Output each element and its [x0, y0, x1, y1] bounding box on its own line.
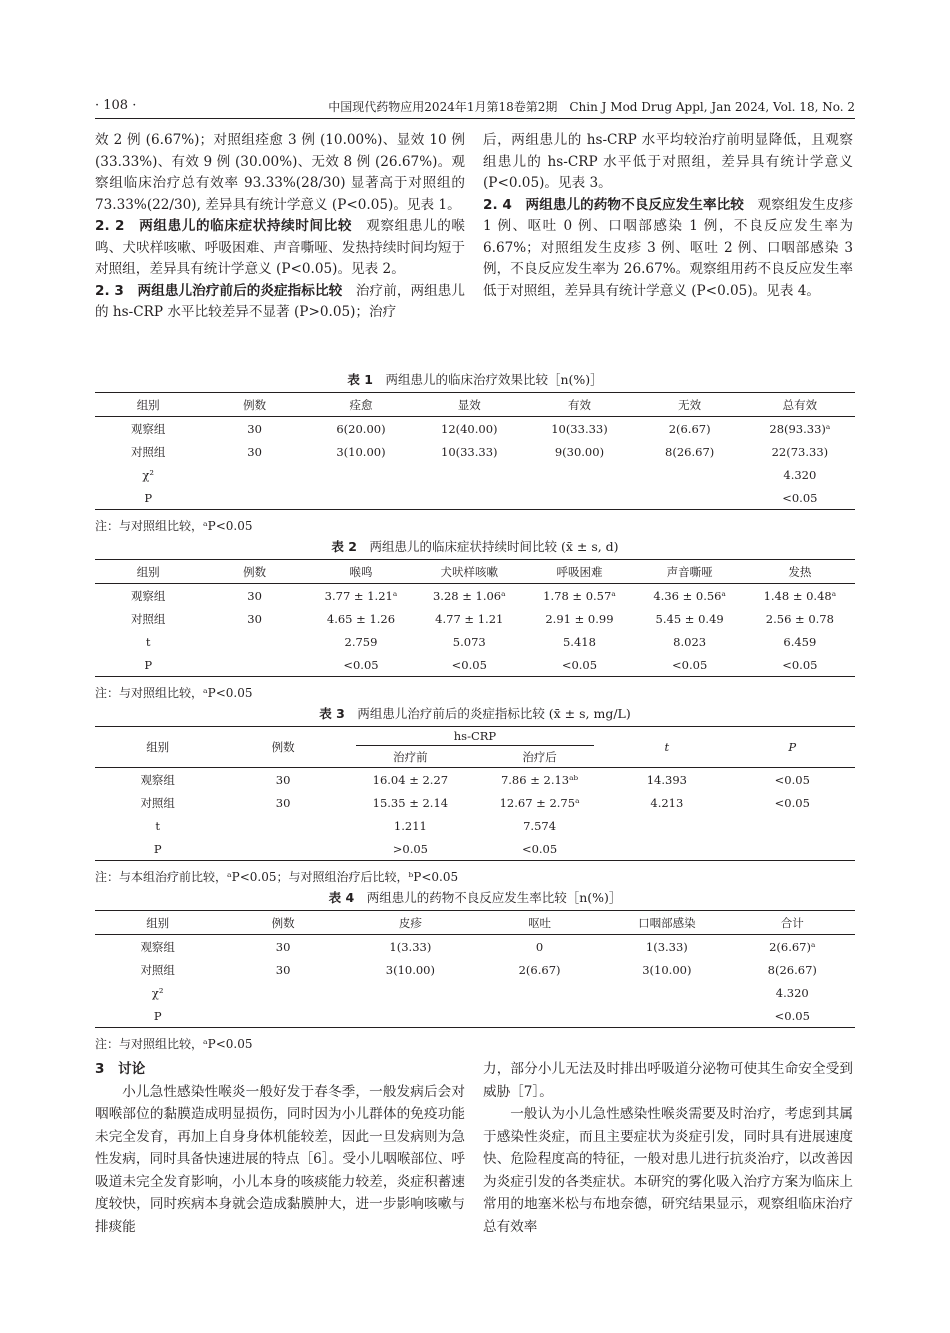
discussion-paragraph: 一般认为小儿急性感染性喉炎需要及时治疗，考虑到其属于感染性炎症，而且主要症状为炎症引发，同时具有进展速度快、危险程度高的特征，一般对患儿进行抗炎治疗，以改善因为炎症引发的各类症状。本研究的雾化吸入治疗方案为临床上常用的地塞米松与布地奈德，研究结果显示，观察组临床治疗总有效率 — [483, 1106, 853, 1235]
table-header-row — [95, 727, 855, 748]
cell: 5.418 — [562, 634, 596, 649]
cell — [635, 463, 745, 486]
cell: 对照组 — [140, 962, 175, 977]
table-header-row — [95, 560, 855, 584]
results-paragraph: 后，两组患儿的 hs-CRP 水平均较治疗前明显降低，且观察组患儿的 hs-CRP 水平低于对照组，差异具有统计学意义 (P<0.05)。见表 3。 — [483, 132, 853, 191]
cell: 2.91 ± 0.99 — [545, 611, 614, 626]
cell: <0.05 — [774, 772, 810, 787]
header-cell: 组别 — [95, 727, 220, 768]
cell: <0.05 — [774, 1008, 810, 1023]
cell: <0.05 — [561, 657, 598, 672]
table-header-row — [95, 911, 855, 935]
cell: 2(6.67)ᵃ — [769, 939, 816, 954]
cell — [414, 486, 524, 510]
discussion-right — [483, 1058, 853, 1238]
header-cell: 总有效 — [745, 393, 855, 417]
cell: >0.05 — [392, 841, 428, 856]
section-heading: 2. 3 两组患儿治疗前后的炎症指标比较 — [95, 282, 343, 299]
cell: 6(20.00) — [336, 421, 386, 436]
table-row — [95, 981, 855, 1004]
table-row — [95, 653, 855, 677]
cell: 10(33.33) — [551, 421, 608, 436]
header-cell: 犬吠样咳嗽 — [414, 560, 524, 584]
table-row — [95, 630, 855, 653]
table-row — [95, 935, 855, 959]
section-text: 观察组发生皮疹 1 例、呕吐 0 例、口咽部感染 1 例，不良反应发生率为 6.67%；对照组发生皮疹 3 例、呕吐 2 例、口咽部感染 3 例，不良反应发生率为 26.67%。观察组用药不良反应发生率低于对照组，差异具有统计学意义 (P<0.05)。见表 4。 — [483, 196, 854, 299]
header-cell: 皮疹 — [346, 911, 475, 935]
header-cell: 发热 — [745, 560, 855, 584]
cell: 8(26.67) — [767, 962, 817, 977]
cell: 30 — [247, 611, 262, 626]
header-cell: 声音嘶哑 — [635, 560, 745, 584]
cell: 4.320 — [775, 985, 809, 1000]
cell — [475, 981, 604, 1004]
cell: 30 — [275, 795, 291, 810]
cell: 1.78 ± 0.57ᵃ — [543, 588, 616, 603]
discussion-left — [95, 1058, 465, 1238]
table-row — [95, 1004, 855, 1028]
cell: <0.05 — [782, 490, 818, 505]
cell: t — [155, 818, 160, 833]
header-cell: 呕吐 — [475, 911, 604, 935]
cell — [201, 630, 307, 653]
cell — [346, 1004, 475, 1028]
cell: <0.05 — [782, 657, 818, 672]
cell: 7.86 ± 2.13ᵃᵇ — [500, 772, 579, 787]
cell: 5.45 ± 0.49 — [655, 611, 724, 626]
cell: 3.28 ± 1.06ᵃ — [432, 588, 506, 603]
cell: <0.05 — [672, 657, 708, 672]
cell: 3(10.00) — [642, 962, 692, 977]
cell: 30 — [275, 939, 291, 954]
cell: 30 — [275, 772, 291, 787]
table-row — [95, 791, 855, 814]
cell: 30 — [247, 444, 262, 459]
cell — [604, 837, 729, 861]
cell: 5.073 — [452, 634, 486, 649]
table-2-note: 注：与对照组比较，ᵃP<0.05 — [95, 686, 253, 700]
section-heading: 3 讨论 — [95, 1061, 146, 1077]
cell — [730, 814, 855, 837]
cell: 8(26.67) — [665, 444, 715, 459]
cell: 3(10.00) — [336, 444, 386, 459]
cell: <0.05 — [343, 657, 379, 672]
cell — [346, 981, 475, 1004]
header-cell: 组别 — [95, 393, 201, 417]
journal-info: 中国现代药物应用2024年1月第18卷第2期 Chin J Mod Drug Appl, Jan 2024, Vol. 18, No. 2 — [328, 100, 855, 114]
header-cell: 治疗后 — [475, 747, 604, 768]
cell: 2(6.67) — [668, 421, 711, 436]
cell: 4.320 — [783, 467, 817, 482]
header-cell: 例数 — [220, 911, 345, 935]
table-1-note: 注：与对照组比较，ᵃP<0.05 — [95, 519, 253, 533]
cell: 1.211 — [393, 818, 427, 833]
table-3-note: 注：与本组治疗前比较，ᵃP<0.05；与对照组治疗后比较，ᵇP<0.05 — [95, 870, 459, 884]
section-text: 治疗前，两组患儿的 hs-CRP 水平比较差异不显著 (P>0.05)；治疗 — [95, 282, 466, 320]
table-label: 表 2 — [331, 539, 357, 554]
header-cell: 喉鸣 — [308, 560, 414, 584]
header-cell: t — [604, 727, 729, 768]
cell: P — [153, 841, 162, 856]
cell — [220, 837, 345, 861]
cell: 3(10.00) — [385, 962, 435, 977]
cell — [201, 463, 307, 486]
cell: 16.04 ± 2.27 — [372, 772, 449, 787]
cell — [220, 814, 345, 837]
cell: 12(40.00) — [441, 421, 498, 436]
cell: 观察组 — [130, 421, 166, 436]
cell — [604, 814, 729, 837]
cell: 对照组 — [130, 444, 166, 459]
section-2-4 — [483, 195, 853, 303]
table-3-caption — [95, 704, 855, 722]
cell: t — [145, 634, 151, 649]
cell: 0 — [535, 939, 544, 954]
cell — [220, 981, 345, 1004]
cell: 30 — [275, 962, 291, 977]
discussion-paragraph: 小儿急性感染性喉炎一般好发于春冬季，一般发病后会对咽喉部位的黏膜造成明显损伤，同时因为小儿群体的免疫功能未完全发育，再加上自身身体机能较差，因此一旦发病则为急性发病，同时具备快速进展的特点［6］。受小儿咽喉部位、呼吸道未完全发育影响，小儿本身的咳痰能力较差，炎症积蓄速度较快，同时疾病本身就会造成黏膜肿大，进一步影响咳嗽与排痰能 — [95, 1083, 465, 1235]
cell: P — [153, 1008, 162, 1023]
header-cell: 合计 — [730, 911, 855, 935]
cell: <0.05 — [521, 841, 558, 856]
tables-area — [95, 370, 855, 1055]
table-row — [95, 417, 855, 441]
cell: 4.36 ± 0.56ᵃ — [653, 588, 726, 603]
table-row — [95, 768, 855, 792]
cell: 9(30.00) — [554, 444, 605, 459]
cell: 30 — [247, 421, 262, 436]
cell: 对照组 — [140, 795, 175, 810]
cell: 2.56 ± 0.78 — [765, 611, 834, 626]
cell: 4.65 ± 1.26 — [326, 611, 396, 626]
table-4-note: 注：与对照组比较，ᵃP<0.05 — [95, 1037, 253, 1051]
table-1 — [95, 392, 855, 510]
table-row — [95, 837, 855, 861]
cell: 4.77 ± 1.21 — [435, 611, 504, 626]
table-3 — [95, 726, 855, 861]
table-row — [95, 584, 855, 608]
header-cell: P — [730, 727, 855, 768]
table-row — [95, 814, 855, 837]
table-4-caption — [95, 888, 855, 906]
cell — [308, 486, 414, 510]
cell: 对照组 — [130, 611, 166, 626]
cell: 12.67 ± 2.75ᵃ — [499, 795, 580, 810]
table-1-caption — [95, 370, 855, 388]
results-paragraph: 效 2 例 (6.67%)；对照组痊愈 3 例 (10.00%)、显效 10 例 (33.33%)、有效 9 例 (30.00%)、无效 8 例 (26.67%)。观察组临床治疗总有效率 93.33%(28/30) 显著高于对照组的 73.33%(22/30), 差异具有统计学意义 (P<0.05)。见表 1。 — [95, 132, 465, 213]
header-cell — [346, 727, 604, 748]
header-cell: 口咽部感染 — [604, 911, 729, 935]
header-cell: 例数 — [201, 393, 307, 417]
cell: 14.393 — [646, 772, 687, 787]
cell: P — [144, 490, 153, 505]
section-text: 观察组患儿的喉鸣、犬吠样咳嗽、呼吸困难、声音嘶哑、发热持续时间均短于对照组，差异具有统计学意义 (P<0.05)。见表 2。 — [95, 218, 466, 277]
cell — [635, 486, 745, 510]
cell: 1(3.33) — [389, 939, 432, 954]
cell: 观察组 — [130, 588, 166, 603]
right-column — [483, 130, 853, 302]
cell: χ² — [151, 985, 164, 1000]
cell: 3.77 ± 1.21ᵃ — [324, 588, 398, 603]
cell — [730, 837, 855, 861]
cell: 8.023 — [673, 634, 707, 649]
table-label: 表 3 — [319, 706, 345, 721]
cell: 观察组 — [140, 772, 175, 787]
table-title: 两组患儿治疗前后的炎症指标比较 (x̄ ± s, mg/L) — [357, 706, 631, 721]
cell: 28(93.33)ᵃ — [769, 421, 831, 436]
cell: 1(3.33) — [645, 939, 688, 954]
cell: <0.05 — [451, 657, 487, 672]
cell: 观察组 — [140, 939, 175, 954]
cell — [201, 653, 307, 677]
cell — [308, 463, 414, 486]
cell: 2.759 — [344, 634, 378, 649]
table-title: 两组患儿的临床症状持续时间比较 (x̄ ± s, d) — [369, 539, 619, 554]
cell — [604, 1004, 729, 1028]
table-4 — [95, 910, 855, 1028]
table-label: 表 1 — [347, 372, 373, 387]
cell: <0.05 — [774, 795, 810, 810]
cell — [604, 981, 729, 1004]
page-number: · 108 · — [95, 98, 137, 113]
cell: P — [144, 657, 153, 672]
table-row — [95, 463, 855, 486]
table-row — [95, 958, 855, 981]
table-row — [95, 607, 855, 630]
cell: 22(73.33) — [771, 444, 829, 459]
hs-crp-header: hs-CRP — [356, 729, 594, 746]
header-cell: 组别 — [95, 560, 201, 584]
table-2 — [95, 559, 855, 677]
cell: 2(6.67) — [518, 962, 561, 977]
header-cell: 例数 — [220, 727, 345, 768]
header-cell: 无效 — [635, 393, 745, 417]
page-header — [95, 96, 855, 119]
header-cell: 有效 — [524, 393, 634, 417]
table-title: 两组患儿的临床治疗效果比较［n(%)］ — [385, 372, 603, 387]
table-label: 表 4 — [328, 890, 355, 905]
section-2-2 — [95, 216, 465, 281]
table-title: 两组患儿的药物不良反应发生率比较［n(%)］ — [366, 890, 622, 905]
discussion-paragraph: 力，部分小儿无法及时排出呼吸道分泌物可使其生命安全受到威胁［7］。 — [483, 1061, 853, 1100]
header-cell: 例数 — [201, 560, 307, 584]
cell: 1.48 ± 0.48ᵃ — [763, 588, 837, 603]
section-heading: 2. 2 两组患儿的临床症状持续时间比较 — [95, 218, 353, 234]
cell: χ² — [142, 467, 154, 482]
cell: 7.574 — [523, 818, 557, 833]
header-cell: 呼吸困难 — [524, 560, 634, 584]
cell — [475, 1004, 604, 1028]
header-cell: 痊愈 — [308, 393, 414, 417]
cell — [524, 486, 634, 510]
cell — [524, 463, 634, 486]
header-cell: 显效 — [414, 393, 524, 417]
cell: 4.213 — [650, 795, 684, 810]
cell: 10(33.33) — [441, 444, 498, 459]
section-heading: 2. 4 两组患儿的药物不良反应发生率比较 — [483, 196, 744, 213]
cell — [220, 1004, 345, 1028]
cell: 15.35 ± 2.14 — [372, 795, 449, 810]
table-header-row — [95, 393, 855, 417]
cell: 30 — [247, 588, 262, 603]
cell: 6.459 — [783, 634, 817, 649]
cell — [414, 463, 524, 486]
header-cell: 治疗前 — [346, 747, 475, 768]
cell — [201, 486, 307, 510]
left-column — [95, 130, 465, 324]
table-2-caption — [95, 537, 855, 555]
section-2-3 — [95, 281, 465, 324]
table-row — [95, 440, 855, 463]
header-cell: 组别 — [95, 911, 220, 935]
table-row — [95, 486, 855, 510]
